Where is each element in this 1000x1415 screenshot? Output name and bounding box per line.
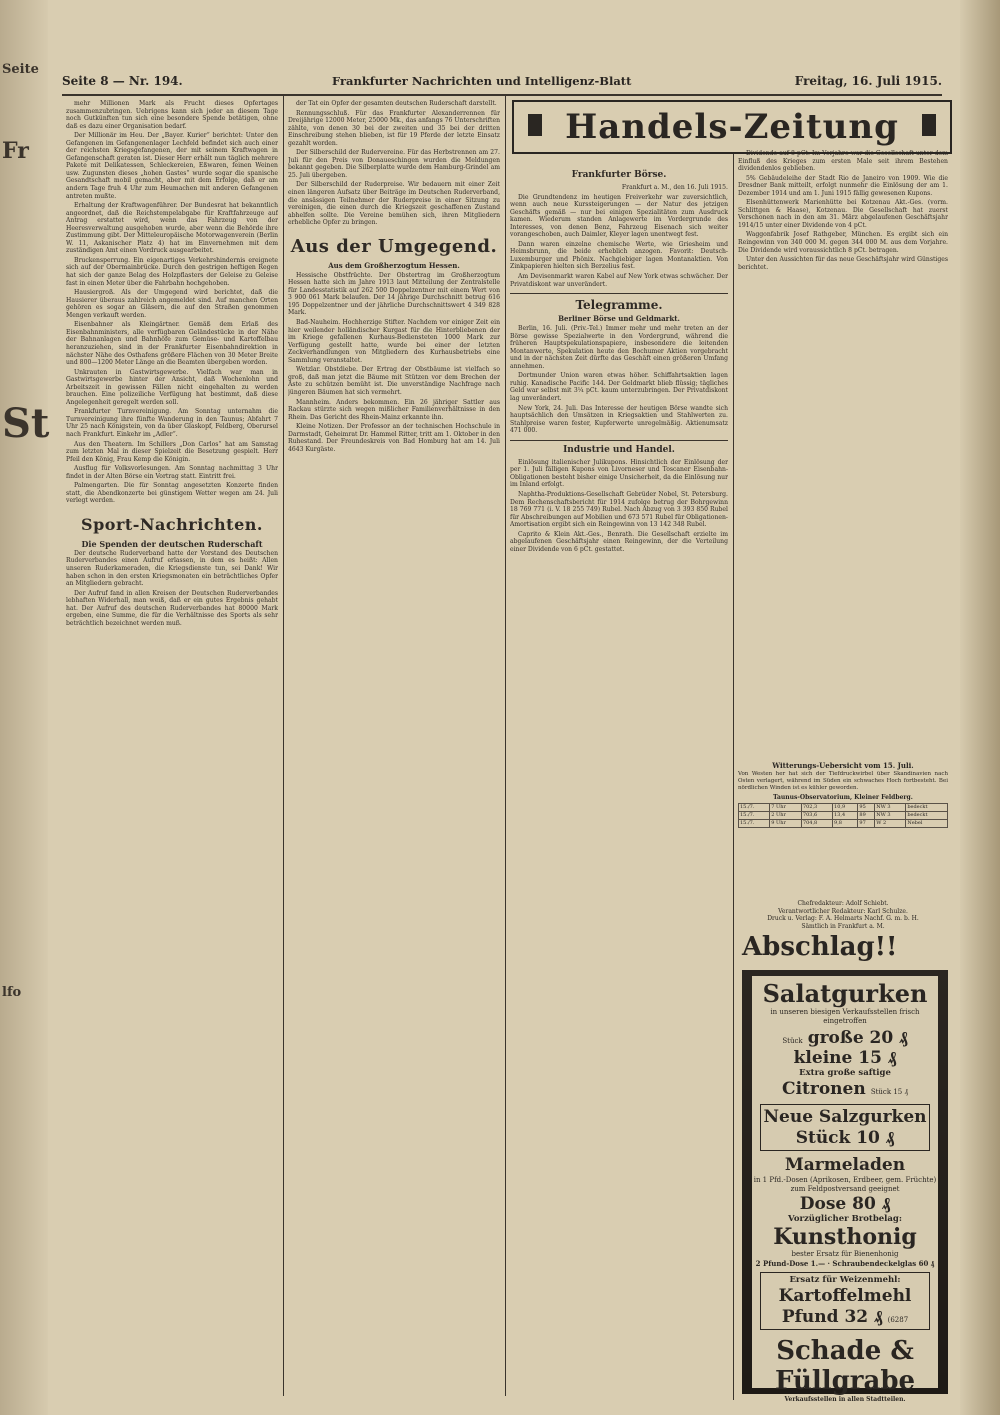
weather-report [738, 760, 948, 828]
article-title: Frankfurter Börse. [571, 170, 667, 180]
article-paragraph: Mannheim. Anders bekommen. Ein 26 jähriger Sattler aus Rackau stürzte sich wegen mißlicher Familienverhältnisse in den Rhein. Das Gericht des Rhein-Mainz erkannte ihn. [288, 398, 500, 421]
ad-product-desc: Ersatz für Weizenmehl: [789, 1275, 901, 1285]
ad-headline: Abschlag!! [742, 932, 898, 962]
table-cell: bedeckt [906, 804, 948, 812]
weather-title: Witterungs-Uebersicht vom 15. Juli. [772, 761, 914, 770]
ad-firm-name: Füllgrabe [774, 1366, 916, 1396]
table-cell: 15./7. [739, 804, 770, 812]
column-rule [283, 96, 284, 1396]
ad-content [752, 976, 938, 1403]
article-paragraph: Naphtha-Produktions-Gesellschaft Gebrüder Nobel, St. Petersburg. Dem Rechenschaftsbericht für 1914 zufolge betrug der Bohrgewinn 18 769 771 (i. V. 18 255 749) Rubel. Nach Abzug von 3 393 850 Rubel für Abschreibungen auf Mobilien und 673 571 Rubel für Obligationen-Amortisation ergibt sich ein Reingewinn von 13 142 348 Rubel. [510, 490, 728, 529]
article-paragraph: Erhaltung der Kraftwagenführer. Der Bundesrat hat bekanntlich angeordnet, daß die Reichstempelabgabe für Kraftfahrzeuge auf Antrag erstattet wird, wenn das Fahrzeug von der Heeresverwaltung ausgehoben wurde, aber wenn die Behörde ihre Zustimmung gibt. Der Mitteleuropäische Motorwagenverein (Berlin W. 11, Askanischer Platz 4) hat im Einvernehmen mit dem zuständigen Amt einen Vordruck ausgearbeitet. [66, 202, 278, 255]
imprint-line: Sämtlich in Frankfurt a. M. [801, 922, 885, 930]
article-paragraph: Der Aufruf fand in allen Kreisen der Deutschen Ruderverbandes lebhaften Widerhall, man weiß, daß er ein gutes Ergebnis gehabt hat. Der Aufruf des deutschen Ruderverbandes hat 80000 Mark ergeben, eine Summe, die für die Verhältnisse des Sports als sehr beträchtlich bezeichnet werden muß. [66, 589, 278, 627]
article-paragraph: Hessische Obstfrüchte. Der Obstertrag im Großherzogtum Hessen hatte sich im Jahre 1913 laut Mitteilung der Zentralstelle für Landesstatistik auf 262 500 Doppelzentner mit einem Wert von 3 900 061 Mark belaufen. Der 14 jährige Durchschnitt betrug 616 195 Doppelzentner und der jährliche Durchschnittswert 4 349 828 Mark. [288, 271, 500, 317]
ad-product-desc: in 1 Pfd.-Dosen (Aprikosen, Erdbeer, gem. Früchte) zum Feldpostversand geeignet [753, 1176, 937, 1193]
table-cell: 15./7. [739, 812, 770, 820]
article-paragraph: Der Millionär im Heu. Der „Bayer. Kurier“ berichtet: Unter den Gefangenen im Gefangenenlager Lechfeld befindet sich auch einer der reichsten Kriegsgefangenen, der mit seinem Kraftwagen in Gefangenschaft geraten ist. Dieser Herr erhält nun täglich mehrere Pakete mit Delikatessen, Schleckereien, Eßwaren, feinen Weinen usw. Zugunsten dieses „hohen Gastes“ wurde sogar die spanische Gesandtschaft mobil gemacht, aber mit dem Erfolge, daß er am andern Tage fruh 4 Uhr zum Heumachen mit anderen Gefangenen antreten mußte. [66, 132, 278, 200]
ad-product-name: Marmeladen [784, 1155, 906, 1175]
ad-product-desc: in unseren biesigen Verkaufsstellen frisch eingetroffen [770, 1008, 920, 1025]
ad-product-desc: Extra große saftige [799, 1068, 891, 1078]
article-paragraph: Der Silberschild der Ruderpreise. Wir bedauern mit einer Zeit einen längeren Aufsatz über Beiträge im Deutschen Ruderverband, die ansässigen Teilnehmer der Ruderpreise in einer Sitzung zu vereinigen, die einen durch die Kriegszeit geschaffenen Zustand abhelfen sollte. Die Vereine bemühen sich, ihren Mitgliedern erhebliche Opfer zu bringen. [288, 181, 500, 227]
banner-ornament [528, 114, 542, 136]
section-title-umgegend: Aus der Umgegend. [290, 235, 498, 257]
article-paragraph: Frankfurter Turnvereinigung. Am Sonntag unternahm die Turnvereinigung ihre fünfte Wanderung in den Taunus; Abfahrt 7 Uhr 25 nach Königstein, von da über Glaskopf, Feldberg, Oberursel nach Frankfurt. Einkehr im „Adler“. [66, 408, 278, 438]
edge-fragment: lfo [2, 985, 22, 1000]
article-paragraph: Am Devisenmarkt waren Kabel auf New York etwas schwächer. Der Privatdiskont war unverändert. [510, 273, 728, 288]
table-cell: 97 [858, 820, 875, 828]
table-cell: 13,4 [833, 812, 858, 820]
weather-table [738, 803, 948, 828]
article-paragraph: Palmengarten. Die für Sonntag angesetzten Konzerte finden statt, die Abendkonzerte bei günstigem Wetter wegen am 24. Juli verlegt werden. [66, 482, 278, 505]
article-paragraph: Berlin, 16. Juli. (Priv.-Tel.) Immer mehr und mehr treten an der Börse gewisse Spezialwerte in den Vordergrund, während die früheren Hauptspekulationspapiere, insbesondere die leitenden Montanwerte, Spekulation heute den Bochumer Aktien vorgebracht und in der nächsten Zeit dürfte das Geschäft einen größeren Umfang annehmen. [510, 325, 728, 370]
table-cell: 7 Uhr [770, 804, 802, 812]
ad-product-name: Kartoffelmehl [778, 1286, 912, 1306]
article-paragraph: Dividende auf 8 pCt. Im Vorjahre war die Gesellschaft unter dem Einfluß des Krieges zum ersten Male seit ihrem Bestehen dividendenlos geblieben. [738, 150, 948, 173]
table-cell: 2 Uhr [770, 812, 802, 820]
weather-text: Von Westen her hat sich der Tiefdruckwirbel über Skandinavien nach Osten verlagert, während im Süden ein schwaches Hoch fortbesteht. Bei nördlichen Winden ist es kühler geworden. [738, 771, 948, 791]
article-paragraph: mehr Millionen Mark als Frucht dieses Opfertages zusammenzubringen. Uebrigens kann sich jeder an diesem Tage noch Gutkünften tun sich eine besondere Spende betätigen, ohne daß es dazu einer Organisation bedarf. [66, 100, 278, 130]
ad-unit: Stück [782, 1037, 803, 1045]
banner-ornament [922, 114, 936, 136]
column-boerse [510, 165, 728, 1400]
article-title: Die Spenden der deutschen Ruderschaft [81, 538, 263, 549]
section-title-sport: Sport-Nachrichten. [81, 514, 263, 534]
article-paragraph: Einlösung italienischer Julikupons. Hinsichtlich der Einlösung der per 1. Juli fälligen Kupons von Livorneser und Toscaner Eisenbahn-Obligationen besteht bisher einige Unsicherheit, da die Einlösung nur im Inland erfolgt. [510, 458, 728, 489]
article-paragraph: Dortmunder Union waren etwas höher. Schiffahrtsaktien lagen ruhig. Kanadische Pacific 144. Der Geldmarkt blieb flüssig; tägliches Geld war selbst mit 3¼ pCt. kaum unterzubringen. Der Privatdiskont lag unverändert. [510, 372, 728, 403]
ad-price: kleine 15 ₰ [793, 1048, 897, 1068]
table-row [739, 812, 948, 820]
section-title-handel: Handels-Zeitung [565, 107, 899, 147]
ad-price: große 20 ₰ [807, 1028, 908, 1048]
column-sport-umgegend [288, 100, 500, 1400]
ad-product-name: Neue Salzgurken [763, 1107, 927, 1127]
article-paragraph: 5% Gebäudeleihe der Stadt Rio de Janeiro von 1909. Wie die Dresdner Bank mitteilt, erfolgt nunmehr die Einlösung der am 1. Dezember 1914 und am 1. Juni 1915 fällig gewesenen Kupons. [738, 174, 948, 197]
table-cell: 9 Uhr [770, 820, 802, 828]
table-cell: 89 [858, 812, 875, 820]
article-paragraph: Aus den Theatern. Im Schillers „Don Carlos“ hat am Samstag zum letzten Mal in dieser Spielzeit die Besetzung gespielt. Herr Pfeil den König, Frau Kemp die Königin. [66, 440, 278, 463]
ad-price: Pfund 32 ₰ [781, 1307, 883, 1327]
section-title-industrie: Industrie und Handel. [510, 440, 728, 456]
article-paragraph: Caprito & Klein Akt.-Ges., Benrath. Die Gesellschaft erzielte im abgelaufenen Geschäftsjahr einen Reingewinn, der die Verteilung einer Dividende von 6 pCt. gestattet. [510, 530, 728, 553]
article-paragraph: Bruckensperrung. Ein eigenartiges Verkehrshindernis ereignete sich auf der Obermainbrücke. Durch den gestrigen heftigen Regen hat sich der ganze Belag des Holzpflasters der Geleise zu Geleise fast in einen Meter über die Fahrbahn hochgehoben. [66, 256, 278, 287]
table-cell: W 2 [875, 820, 906, 828]
ad-box [760, 1272, 930, 1330]
table-cell: NW 3 [875, 804, 906, 812]
ad-price: Stück 15 ₰ [870, 1088, 908, 1096]
ad-price: Stück 10 ₰ [795, 1128, 895, 1148]
table-cell: 95 [858, 804, 875, 812]
ad-product-name: Salatgurken [762, 979, 928, 1008]
edge-fragment: Seite [2, 62, 39, 77]
imprint-line: Verantwortlicher Redakteur: Karl Schulze. [778, 907, 908, 915]
section-title-telegramme: Telegramme. [510, 293, 728, 312]
ad-price: Dose 80 ₰ [799, 1194, 891, 1214]
article-paragraph: Unter den Aussichten für das neue Geschäftsjahr wird Günstiges berichtet. [738, 256, 948, 271]
table-cell: 704,8 [801, 820, 832, 828]
column-rule [733, 152, 734, 1400]
table-row [739, 804, 948, 812]
imprint [738, 900, 948, 930]
ad-price: 2 Pfund-Dose 1.— · Schraubendeckelglas 60 ₰ [755, 1259, 935, 1268]
table-row [739, 820, 948, 828]
column-finance-notes [738, 150, 948, 750]
ad-box [760, 1104, 930, 1151]
ad-product-name: Kunsthonig [773, 1224, 917, 1250]
article-paragraph: Elsenhüttenwerk Marienhütte bei Kotzenau Akt.-Ges. (vorm. Schlittgen & Haase), Kotzenau. Die Gesellschaft hat zuerst Verschonen nach in den am 31. März abgelaufenen Geschäftsjahr 1914/15 unter einer Dividende von 4 pCt. [738, 199, 948, 229]
section-subtitle: Berliner Börse und Geldmarkt. [558, 314, 680, 324]
imprint-line: Druck u. Verlag: F. A. Helmarts Nachf. G. m. b. H. [767, 915, 919, 922]
dateline: Frankfurt a. M., den 16. Juli 1915. [621, 184, 728, 191]
ad-product-desc: Vorzüglicher Brotbelag: [788, 1214, 902, 1224]
table-cell: NW 3 [875, 812, 906, 820]
observatory-title: Taunus-Observatorium, Kleiner Feldberg. [773, 794, 913, 801]
table-cell: 703,6 [801, 812, 832, 820]
ad-footer: Verkaufsstellen in allen Stadtteilen. [784, 1396, 906, 1403]
article-paragraph: Bad-Nauheim. Hochherzige Stifter. Nachdem vor einiger Zeit ein hier weilender holländischer Kurgast für die Hinterbliebenen der im Kriege gefallenen Kurhaus-Bediensteten 1000 Mark zur Verfügung gestellt hatte, wurde bei einer der letzten Zeckverhandlungen von Mitgliedern des Kurhausbetriebs eine Sammlung veranstaltet. [288, 319, 500, 364]
article-paragraph: Die Grundtendenz im heutigen Freiverkehr war zuversichtlich, wenn auch neue Kurssteigerungen — der Natur des jetzigen Geschäfts gemäß — nur bei einigen Spezialitäten zum Ausdruck kamen. Wiederum standen Anlagewerte im Vordergrunde des Interesses, von denen Benz, Fahrzeug Eisenach sich weiter vorangeschoben, auch Daimler, Kleyer lagen unentwegt fest. [510, 193, 728, 239]
article-paragraph: Unkrauten in Gastwirtsgewerbe. Vielfach war man in Gastwirtsgewerbe hinter der Ansicht, daß Wochenlohn und Arbeitszeit in gewissen Fällen nicht eingehalten zu werden brauchen. Eine polizeiliche Verfügung hat bestimmt, daß diese Angelegenheit geregelt werden soll. [66, 368, 278, 406]
table-cell: 702,3 [801, 804, 832, 812]
article-paragraph: Wetzlar. Obstdiebe. Der Ertrag der Obstbäume ist vielfach so groß, daß man jetzt die Bäume mit Stützen vor dem Brechen der Äste zu schützen bemüht ist. Die unverständige Nachfrage nach jüngeren Bäumen hat sich vermehrt. [288, 366, 500, 396]
adjacent-page-edge [0, 0, 48, 1415]
table-cell: bedeckt [906, 812, 948, 820]
ad-product-desc: bester Ersatz für Bienenhonig [791, 1250, 899, 1258]
article-paragraph: Ausflug für Volksvorlesungen. Am Sonntag nachmittag 3 Uhr findet in der Alten Börse ein Vortrag statt. Eintritt frei. [66, 465, 278, 480]
ad-product-name: Citronen [782, 1079, 866, 1099]
article-paragraph: New York, 24. Juli. Das Interesse der heutigen Börse wandte sich hauptsächlich den Umsätzen in Kriegsaktien und Stahlwerten zu. Stahlpreise waren fester, Kupferwerte unregelmäßig. Aktienumsatz 471 000. [510, 404, 728, 435]
article-paragraph: Eisenbahner als Kleingärtner. Gemäß dem Erlaß des Eisenbahnministers, alle verfügbaren Geländestücke in der Nähe der Bahnanlagen und Bahnhöfe zum Gemüse- und Kartoffelbau heranzuziehen, sind in der Frankfurter Eisenbahndirektion in nächster Nähe des Osthafens größere Flächen von 30 Meter Breite und 800—1200 Meter Länge an die Beamten übergeben worden. [66, 321, 278, 367]
page-edge-right [960, 0, 1000, 1415]
header-date: Freitag, 16. Juli 1915. [794, 74, 942, 88]
article-paragraph: Waggonfabrik Josef Rathgeber, München. Es ergibt sich ein Reingewinn von 340 000 M. gegen 344 000 M. aus dem Vorjahre. Die Dividende wird voraussichtlich 8 pCt. betragen. [738, 231, 948, 254]
article-paragraph: Hausiergroß. Als der Umgegend wird berichtet, daß die Hausierer überaus zahlreich angemeldet sind. Auf manchen Orten gehören es sogar an Gläsern, die auf den Straßen genommen Mengen verkauft werden. [66, 289, 278, 319]
article-paragraph: Der deutsche Ruderverband hatte der Vorstand des Deutschen Ruderverbandes einen Aufruf erlassen, in dem es heißt: Allen unseren Ruderkameraden, die Kriegsdienste tun, sei Dank! Wir haben schon in den ersten Kriegsmonaten ein beträchtliches Opfer an Mitgliedern gebracht. [66, 549, 278, 588]
imprint-line: Chefredakteur: Adolf Schiebt. [797, 900, 889, 907]
page-header [62, 72, 942, 96]
column-local-news [66, 100, 278, 1400]
article-paragraph: Der Silberschild der Rudervereine. Für das Herbstrennen am 27. Juli für den Preis von Donaueschingen wurden die Meldungen bekannt gegeben. Die Silberplatte wurde dem Hamburg-Grindel am 25. Juli übergeben. [288, 149, 500, 179]
table-cell: 10,9 [833, 804, 858, 812]
article-paragraph: Dann waren einzelne chemische Werte, wie Griesheim und Heimsbrunn, die beide erheblich anzogen. Favorit: Deutsch-Luxemburger und Phönix. Nachgiebiger lagen Montanaktien. Von Zinkpapieren hielten sich Berzelius fest. [510, 240, 728, 271]
edge-fragment: St [2, 400, 50, 447]
article-paragraph: Kleine Notizen. Der Professor an der technischen Hochschule in Darmstadt, Geheimrat Dr. Hammel Ritter, tritt am 1. Oktober in den Ruhestand. Der Freundeskreis von Bad Homburg hat am 14. Juli 4643 Kurgäste. [288, 423, 500, 453]
table-cell: 9,8 [833, 820, 858, 828]
article-paragraph: Rennungsschluß. Für das Frankfurter Alexanderrennen für Dreijährige 12000 Meter, 25000 Mk., das anfangs 76 Unterschriften zählte, von denen 30 bei der zweiten und 35 bei der dritten Einschreibung stehen blieben, ist für 19 Pferde der letzte Einsatz gezahlt worden. [288, 109, 500, 147]
table-cell: Nebel [906, 820, 948, 828]
column-rule [505, 96, 506, 1396]
ad-code: (6287 [887, 1316, 909, 1324]
article-paragraph: der Tat ein Opfer der gesamten deutschen Ruderschaft darstellt. [296, 100, 497, 107]
ad-frame [742, 970, 948, 1403]
edge-fragment: Fr [2, 138, 29, 164]
section-subtitle: Aus dem Großherzogtum Hessen. [328, 260, 460, 270]
advertisement-schade-fuellgrabe [742, 932, 948, 1403]
table-cell: 15./7. [739, 820, 770, 828]
handels-zeitung-banner [512, 100, 952, 154]
header-page-number: Seite 8 — Nr. 194. [62, 74, 183, 88]
header-newspaper-name: Frankfurter Nachrichten und Intelligenz-Blatt [332, 74, 632, 88]
ad-firm-name: Schade & [776, 1336, 914, 1366]
